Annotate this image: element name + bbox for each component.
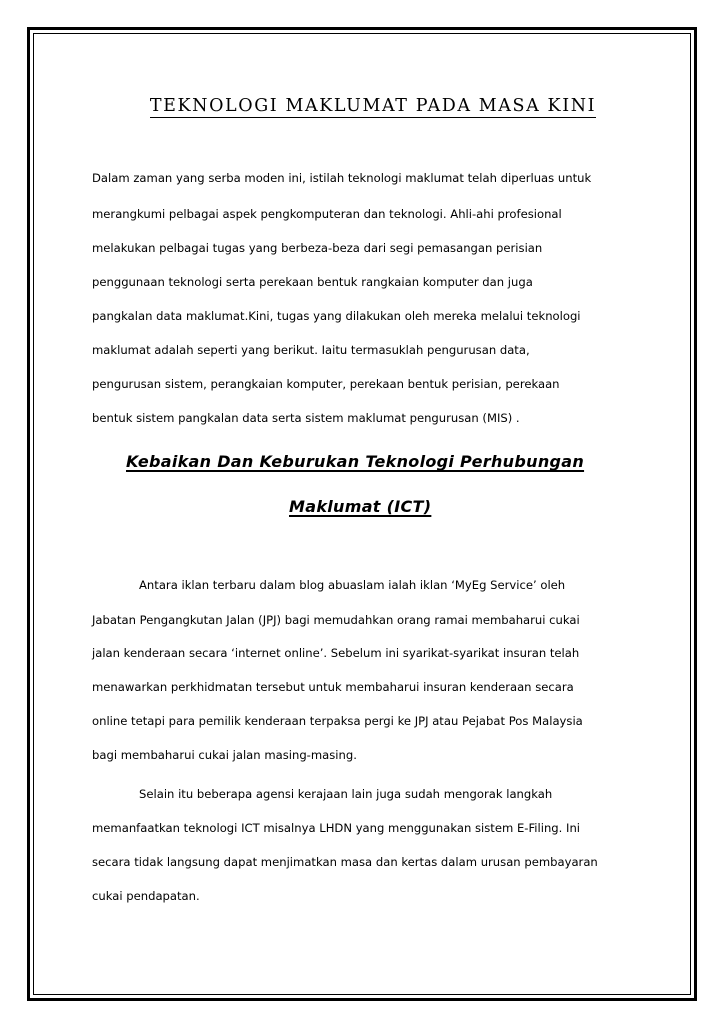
paragraph2-line: Selain itu beberapa agensi kerajaan lain juga sudah mengorak langkah xyxy=(139,787,553,801)
paragraph1-line: menawarkan perkhidmatan tersebut untuk membaharui insuran kenderaan secara xyxy=(92,680,574,694)
intro-line: pengurusan sistem, perangkaian komputer, perekaan bentuk perisian, perekaan xyxy=(92,377,560,391)
paragraph2-line: cukai pendapatan. xyxy=(92,889,200,903)
intro-line: maklumat adalah seperti yang berikut. Iaitu termasuklah pengurusan data, xyxy=(92,343,530,357)
paragraph1-line: bagi membaharui cukai jalan masing-masing. xyxy=(92,748,357,762)
document-title-text: TEKNOLOGI MAKLUMAT PADA MASA KINI xyxy=(149,96,597,116)
intro-line: Dalam zaman yang serba moden ini, istilah teknologi maklumat telah diperluas untuk xyxy=(92,171,592,185)
section-heading-line-1: Kebaikan Dan Keburukan Teknologi Perhubungan xyxy=(126,452,585,471)
paragraph2-line: secara tidak langsung dapat menjimatkan masa dan kertas dalam urusan pembayaran xyxy=(92,855,598,869)
paragraph2-line: memanfaatkan teknologi ICT misalnya LHDN yang menggunakan sistem E-Filing. Ini xyxy=(92,821,581,835)
paragraph1-line: Jabatan Pengangkutan Jalan (JPJ) bagi memudahkan orang ramai membaharui cukai xyxy=(92,613,580,627)
section-heading-line-2: Maklumat (ICT) xyxy=(289,497,432,516)
document-title xyxy=(0,94,728,118)
paragraph1-line: Antara iklan terbaru dalam blog abuaslam ialah iklan ‘MyEg Service’ oleh xyxy=(139,578,566,592)
paragraph1-line: jalan kenderaan secara ‘internet online’. Sebelum ini syarikat-syarikat insuran telah xyxy=(92,646,580,660)
intro-line: melakukan pelbagai tugas yang berbeza-beza dari segi pemasangan perisian xyxy=(92,241,543,255)
intro-line: bentuk sistem pangkalan data serta sistem maklumat pengurusan (MIS) . xyxy=(92,411,520,425)
paragraph1-line: online tetapi para pemilik kenderaan terpaksa pergi ke JPJ atau Pejabat Pos Malaysia xyxy=(92,714,583,728)
intro-line: penggunaan teknologi serta perekaan bentuk rangkaian komputer dan juga xyxy=(92,275,533,289)
intro-line: merangkumi pelbagai aspek pengkomputeran dan teknologi. Ahli-ahi profesional xyxy=(92,207,562,221)
intro-line: pangkalan data maklumat.Kini, tugas yang dilakukan oleh mereka melalui teknologi xyxy=(92,309,581,323)
